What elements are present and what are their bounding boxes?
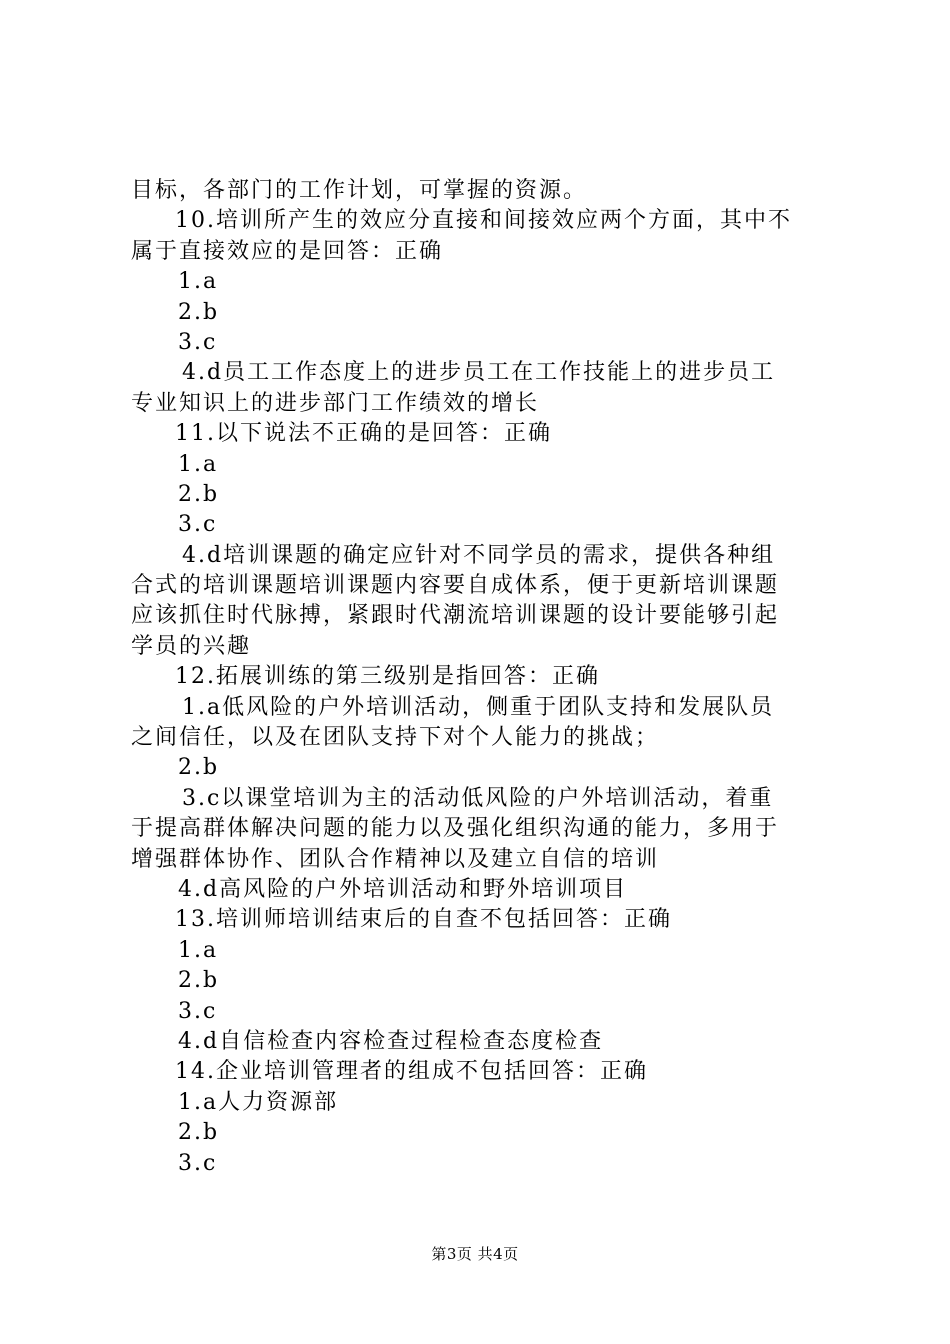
text-line: 属于直接效应的是回答：正确	[131, 238, 444, 264]
text-line: 之间信任，以及在团队支持下对个人能力的挑战；	[131, 725, 660, 751]
text-line: 1.a	[178, 937, 219, 963]
text-line: 应该抓住时代脉搏，紧跟时代潮流培训课题的设计要能够引起	[131, 603, 780, 629]
text-line: 14.企业培训管理者的组成不包括回答：正确	[175, 1059, 648, 1085]
text-line: 1.a人力资源部	[178, 1089, 339, 1115]
text-line: 3.c	[178, 512, 218, 538]
text-line: 11.以下说法不正确的是回答：正确	[175, 421, 552, 447]
text-line: 4.d自信检查内容检查过程检查态度检查	[178, 1028, 604, 1054]
text-line: 于提高群体解决问题的能力以及强化组织沟通的能力，多用于	[131, 816, 780, 842]
text-line: 1.a	[178, 451, 219, 477]
text-line: 4.d高风险的户外培训活动和野外培训项目	[178, 876, 628, 902]
text-line: 专业知识上的进步部门工作绩效的增长	[131, 390, 540, 416]
text-line: 10.培训所产生的效应分直接和间接效应两个方面，其中不	[175, 208, 792, 234]
page-footer: 第3页 共4页	[431, 1245, 519, 1263]
text-line: 目标，各部门的工作计划，可掌握的资源。	[131, 178, 588, 203]
text-line: 3.c	[178, 329, 218, 355]
text-line: 1.a	[178, 269, 219, 295]
text-line: 2.b	[178, 968, 220, 994]
text-line: 4.d培训课题的确定应针对不同学员的需求，提供各种组	[182, 542, 776, 568]
text-line: 2.b	[178, 755, 220, 781]
text-line: 合式的培训课题培训课题内容要自成体系，便于更新培训课题	[131, 573, 780, 599]
text-line: 3.c	[178, 998, 218, 1024]
text-line: 2.b	[178, 299, 220, 325]
text-line: 学员的兴趣	[131, 633, 252, 659]
text-line: 2.b	[178, 1120, 220, 1146]
text-line: 3.c以课堂培训为主的活动低风险的户外培训活动，着重	[182, 785, 774, 811]
text-line: 增强群体协作、团队合作精神以及建立自信的培训	[131, 846, 660, 872]
text-line: 1.a低风险的户外培训活动，侧重于团队支持和发展队员	[182, 694, 775, 720]
text-line: 3.c	[178, 1150, 218, 1176]
text-line: 2.b	[178, 481, 220, 507]
text-line: 13.培训师培训结束后的自查不包括回答：正确	[175, 907, 672, 933]
text-line: 4.d员工工作态度上的进步员工在工作技能上的进步员工	[182, 360, 776, 386]
document-body	[131, 176, 831, 1179]
text-line: 12.拓展训练的第三级别是指回答：正确	[175, 664, 600, 690]
